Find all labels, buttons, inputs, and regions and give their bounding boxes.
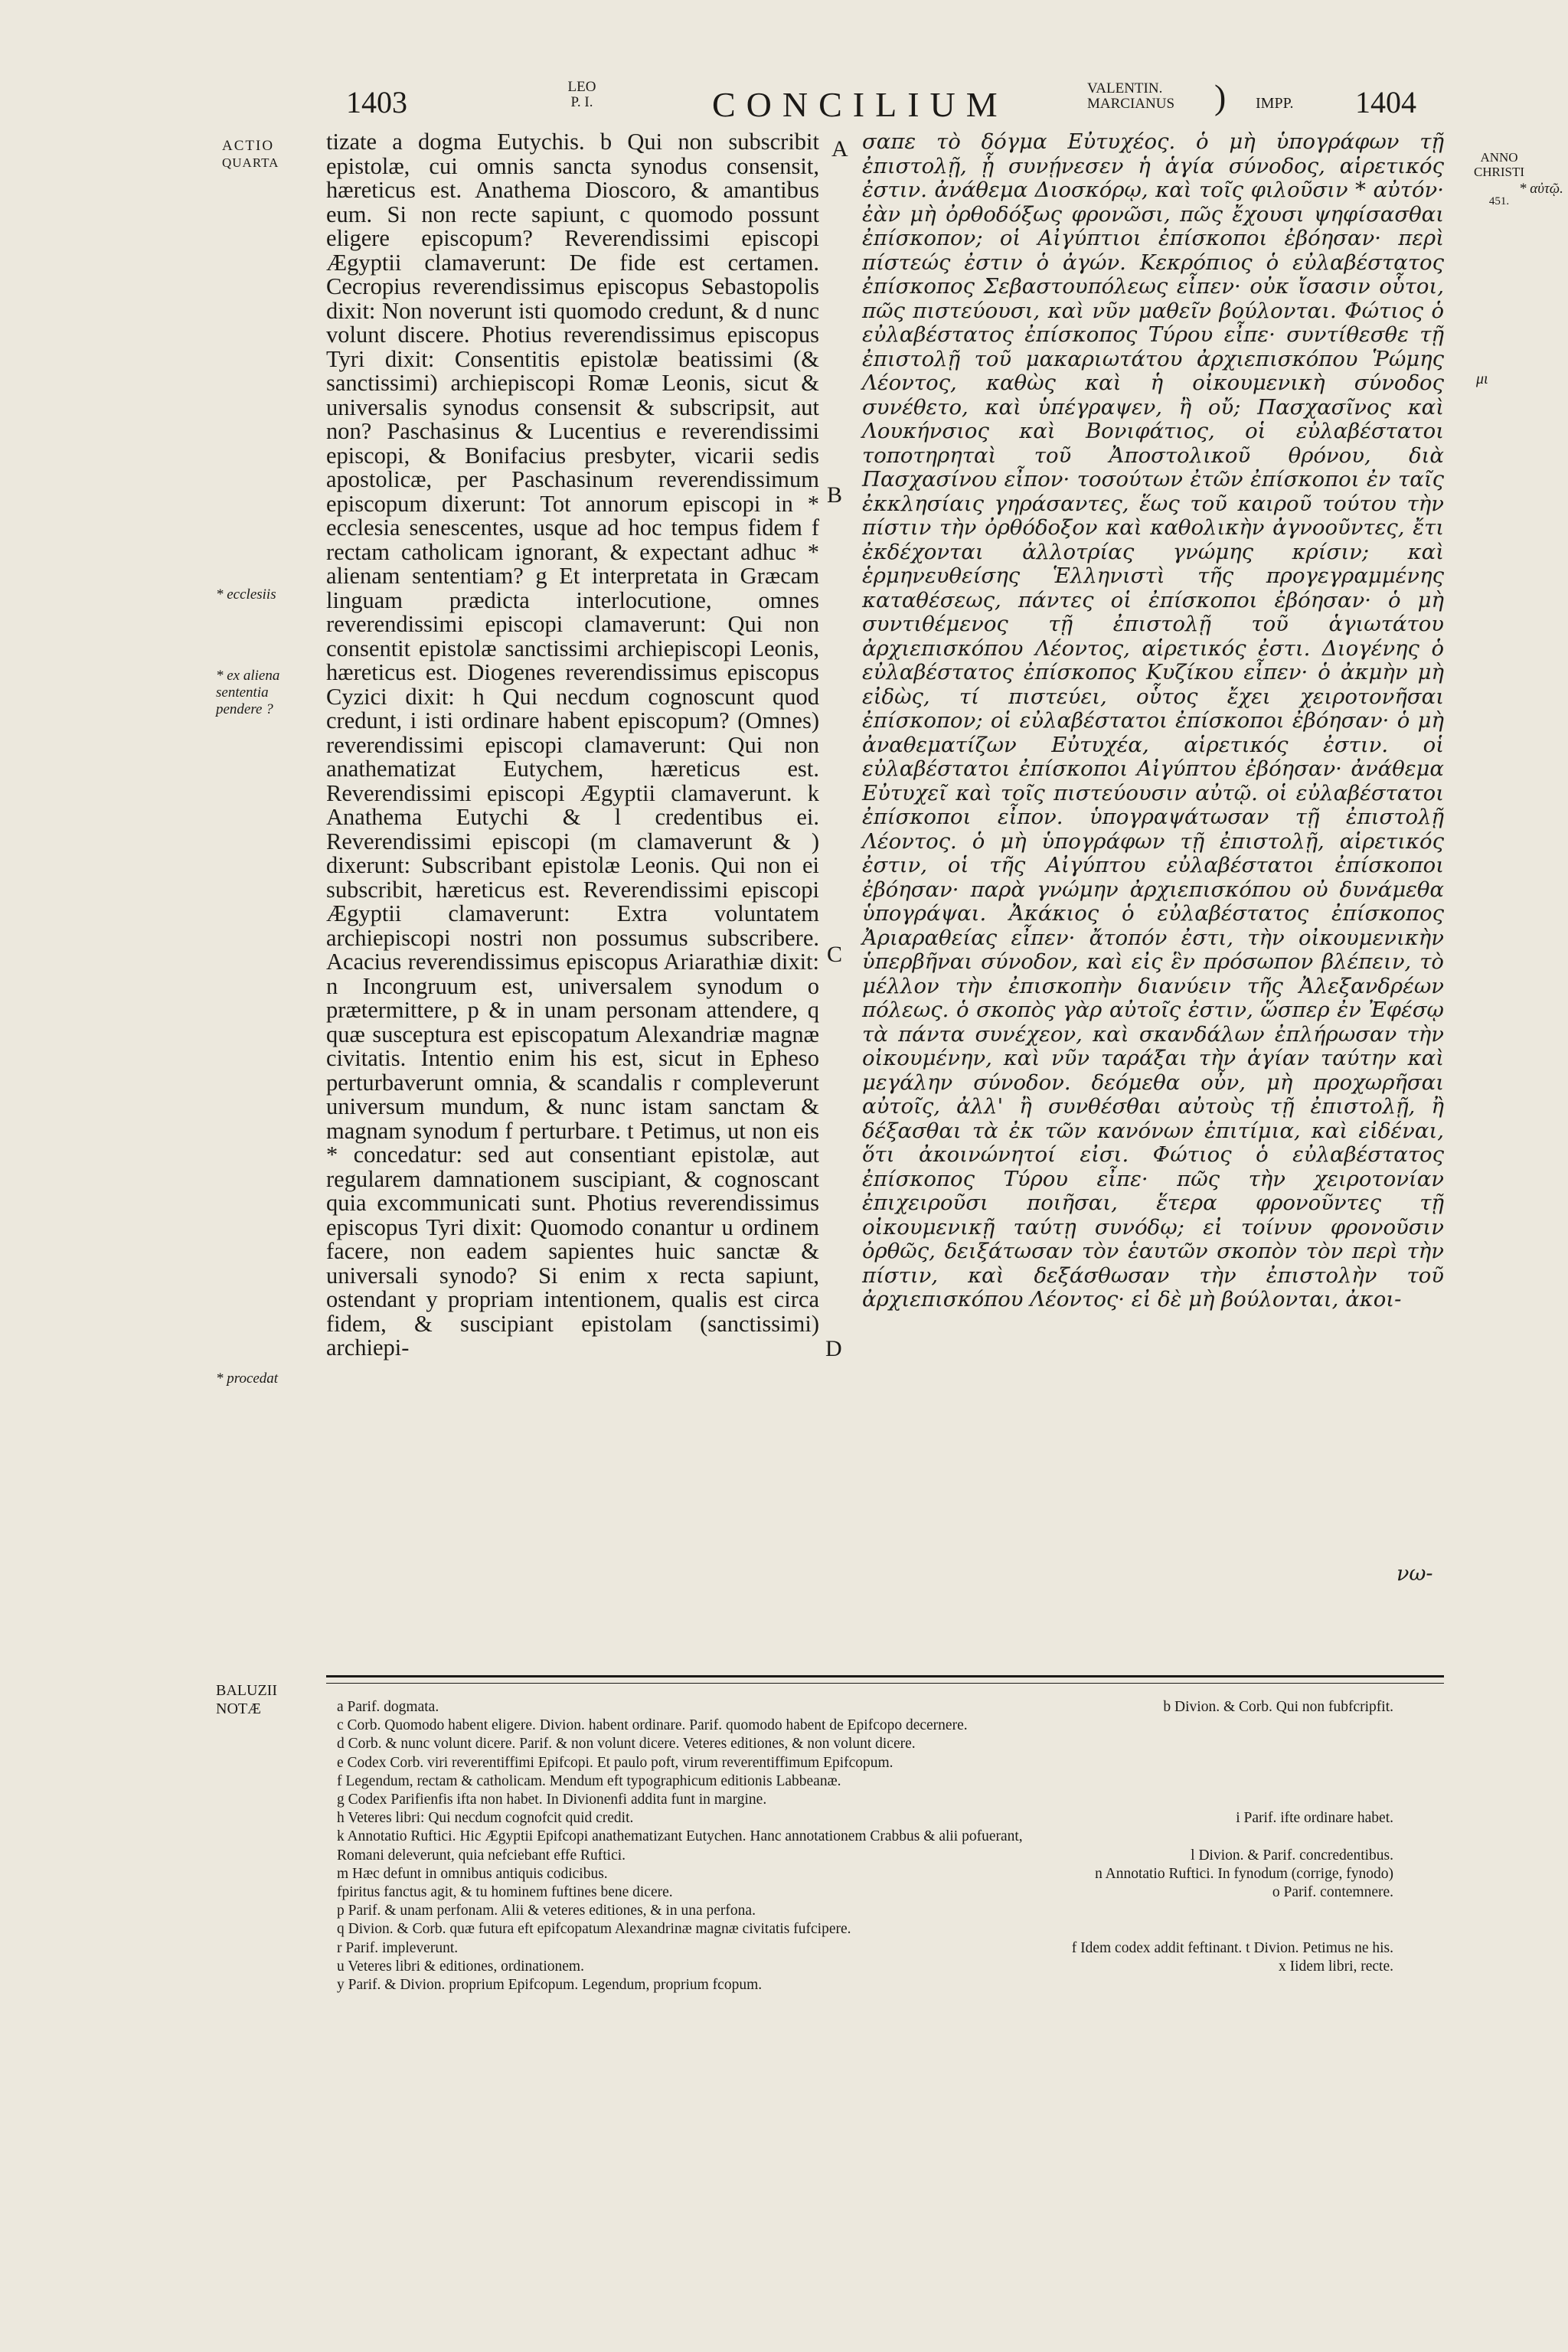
section-letter-b: B	[827, 482, 843, 508]
pope-label: LEO P. I.	[567, 79, 596, 110]
footnotes	[337, 1698, 1439, 1994]
footnote-row: h Veteres libri: Qui necdum cognofcit quid credit. i Parif. ifte ordinare habet.	[337, 1810, 1393, 1827]
footnote-row: fpiritus fanctus agit, & tu hominem fuftines bene dicere. o Parif. contemnere.	[337, 1884, 1393, 1901]
footnote-row: c Corb. Quomodo habent eligere. Divion. habent ordinare. Parif. quomodo habent de Epifcopo decernere.	[337, 1717, 968, 1734]
margin-note-autu: * αὐτῷ.	[1519, 181, 1563, 197]
page-number-left: 1403	[346, 85, 407, 119]
margin-note-mi: μι	[1476, 371, 1488, 387]
greek-text: σαπε τὸ δόγμα Εὐτυχέος. ὁ μὴ ὑπογράφων τῇ ἐπιστολῇ, ᾗ συνῄνεσεν ἡ ἁγία σύνοδος, αἱρετικός ἐστιν. ἀνάθεμα Διοσκόρῳ, καὶ τοῖς φιλοῦσιν * αὐτόν· ἐὰν μὴ ὀρθοδόξως φρονῶσι, πῶς ἔχουσι ψηφίσασθαι ἐπίσκοπον; οἱ Αἰγύπτιοι ἐπίσκοποι ἐβόησαν· περὶ πίστεώς ἐστιν ὁ ἀγών. Κεκρόπιος ὁ εὐλαβέστατος ἐπίσκοπος Σεβαστουπόλεως εἶπεν· οὐκ ἴσασιν οὗτοι, πῶς πιστεύουσι, καὶ νῦν μαθεῖν βούλονται. Φώτιος ὁ εὐλαβέστατος ἐπίσκοπος Τύρου εἶπε· συντίθεσθε τῇ ἐπιστολῇ τοῦ μακαριωτάτου ἀρχιεπισκόπου Ῥώμης Λέοντος, καθὼς καὶ ἡ οἰκουμενικὴ σύνοδος συνέθετο, καὶ ὑπέγραψεν, ἢ οὔ; Πασχασῖνος καὶ Λουκήνσιος καὶ Βονιφάτιος, οἱ εὐλαβέστατοι τοποτηρηταὶ τοῦ Ἀποστολικοῦ θρόνου, διὰ Πασχασίνου εἶπον· τοσούτων ἐτῶν ἐπίσκοποι ἐν ταῖς ἐκκλησίαις γηράσαντες, ἕως τοῦ καιροῦ τούτου τὴν πίστιν τὴν ὀρθόδοξον καὶ καθολικὴν ἀγνοοῦντες, ἔτι ἐκδέχονται ἀλλοτρίας γνώμης κρίσιν; καὶ ἑρμηνευθείσης Ἑλληνιστὶ τῆς προγεγραμμένης καταθέσεως, πάντες οἱ ἐπίσκοποι ἐβόησαν· ὁ μὴ συντιθέμενος τῇ ἐπιστολῇ τοῦ ἁγιωτάτου ἀρχιεπισκόπου Λέοντος, αἱρετικός ἐστι. Διογένης ὁ εὐλαβέστατος ἐπίσκοπος Κυζίκου εἶπεν· ὁ ἀκμὴν μὴ εἰδὼς, τί πιστεύει, οὗτος ἔχει χειροτονῆσαι ἐπίσκοπον; οἱ εὐλαβέστατοι ἐπίσκοποι ἐβόησαν· ὁ μὴ ἀναθεματίζων Εὐτυχέα, αἱρετικός ἐστιν. οἱ εὐλαβέστατοι ἐπίσκοποι Αἰγύπτου ἐβόησαν· ἀνάθεμα Εὐτυχεῖ καὶ τοῖς πιστεύουσιν αὐτῷ. οἱ εὐλαβέστατοι ἐπίσκοποι εἶπον. ὑπογραψάτωσαν τῇ ἐπιστολῇ Λέοντος. ὁ μὴ ὑπογράφων τῇ ἐπιστολῇ, αἱρετικός ἐστιν, οἱ τῆς Αἰγύπτου εὐλαβέστατοι ἐπίσκοποι ἐβόησαν· παρὰ γνώμην ἀρχιεπισκόπου οὐ δυνάμεθα ὑπογράψαι. Ἀκάκιος ὁ εὐλαβέστατος ἐπίσκοπος Ἀριαραθείας εἶπεν· ἄτοπόν ἐστι, τὴν οἰκουμενικὴν ὑπερβῆναι σύνοδον, καὶ εἰς ἓν πρόσωπον βλέπειν, τὸ μέλλον τὴν ἐπισκοπὴν διανύειν τῆς Ἀλεξανδρέων πόλεως. ὁ σκοπὸς γὰρ αὐτοῖς ἐστιν, ὥσπερ ἐν Ἐφέσῳ τὰ πάντα συνέχεον, καὶ σκανδάλων ἐπλήρωσαν τὴν οἰκουμένην, καὶ νῦν ταράξαι τὴν ἁγίαν ταύτην καὶ μεγάλην σύνοδον. δεόμεθα οὖν, μὴ προχωρῆσαι αὐτοῖς, ἀλλ' ἢ συνθέσθαι αὐτοὺς τῇ ἐπιστολῇ, ἢ δέξασθαι τὰ ἐκ τῶν κανόνων ἐπιτίμια, καὶ εἰδέναι, ὅτι ἀκοινώνητοί εἰσι. Φώτιος ὁ εὐλαβέστατος ἐπίσκοπος Τύρου εἶπε· πῶς τὴν χειροτονίαν ἐπιχειροῦσι ποιῆσαι, ἕτερα φρονοῦντες τῇ οἰκουμενικῇ ταύτῃ συνόδῳ; εἰ τοίνυν φρονοῦσιν ὀρθῶς, δειξάτωσαν τὸν ἑαυτῶν σκοπὸν τὸν περὶ τὴν πίστιν, καὶ δεξάσθωσαν τὴν ἐπιστολὴν τοῦ ἀρχιεπισκόπου Λέοντος· εἰ δὲ μὴ βούλονται, ἀκοι-	[862, 129, 1444, 1312]
footnote-row: f Legendum, rectam & catholicam. Mendum eft typographicum editionis Labbeanæ.	[337, 1772, 841, 1789]
footnote-row: p Parif. & unam perfonam. Alii & veteres editiones, & in una perfona.	[337, 1903, 756, 1919]
footnote-row: d Corb. & nunc volunt dicere. Parif. & non volunt dicere. Veteres editiones, & non volunt dicere.	[337, 1736, 916, 1753]
notes-divider-thin	[326, 1683, 1444, 1684]
latin-column	[326, 130, 819, 1361]
footnote-row: a Parif. dogmata. b Divion. & Corb. Qui non fubfcripfit.	[337, 1699, 1393, 1715]
running-header	[0, 77, 1568, 130]
footnote-row: q Divion. & Corb. quæ futura eft epifcopatum Alexandrinæ magnæ civitatis fufcipere.	[337, 1921, 851, 1938]
footnote-row: y Parif. & Divion. proprium Epifcopum. Legendum, proprium fcopum.	[337, 1977, 763, 1994]
margin-baluzii-notae: BALUZII NOTÆ	[216, 1682, 277, 1717]
greek-continuation: νω-	[1396, 1562, 1433, 1586]
footnote-row: Romani deleverunt, quia nefciebant effe Ruftici. l Divion. & Parif. concredentibus.	[337, 1847, 1393, 1864]
emperors-label: VALENTIN. MARCIANUS	[1087, 80, 1175, 112]
footnote-row: e Codex Corb. viri reverentiffimi Epifcopi. Et paulo poft, virum reverentiffimum Epifcopum.	[337, 1754, 893, 1771]
footnote-row: u Veteres libri & editiones, ordinationem. x Iidem libri, recte.	[337, 1958, 1393, 1975]
margin-note-ecclesiis: * ecclesiis	[216, 586, 276, 603]
section-letter-c: C	[827, 942, 843, 967]
footnote-row: g Codex Parifienfis ifta non habet. In Divionenfi addita funt in margine.	[337, 1792, 767, 1808]
impp-label: IMPP.	[1256, 95, 1294, 112]
latin-text: tizate a dogma Eutychis. b Qui non subscribit epistolæ, cui omnis sancta synodus consensit, hæreticus est. Anathema Dioscoro, & amantibus eum. Si non recte sapiunt, c quomodo possunt eligere episcopum? Reverendissimi episcopi Ægyptii clamaverunt: De fide est certamen. Cecropius reverendissimus episcopus Sebastopolis dixit: Non noverunt isti quomodo credunt, & d nunc volunt discere. Photius reverendissimus episcopus Tyri dixit: Consentitis epistolæ beatissimi (& sanctissimi) archiepiscopi Romæ Leonis, sicut & universalis synodus consensit & subscripsit, aut non? Paschasinus & Lucentius e reverendissimi episcopi, & Bonifacius presbyter, vicarii sedis apostolicæ, per Paschasinum reverendissimum episcopum dixerunt: Tot annorum episcopi in * ecclesia senescentes, usque ad hoc tempus fidem f rectam catholicam ignorant, & expectant adhuc * alienam sententiam? g Et interpretata in Græcam linguam prædicta interlocutione, omnes reverendissimi episcopi clamaverunt: Qui non consentit epistolæ sanctissimi archiepiscopi Leonis, hæreticus est. Diogenes reverendissimus episcopus Cyzici dixit: h Qui necdum cognoscunt quod credunt, i isti ordinare habent episcopum? (Omnes) reverendissimi episcopi clamaverunt: Qui non anathematizat Eutychem, hæreticus est. Reverendissimi episcopi Ægyptii clamaverunt. k Anathema Eutychi & l credentibus ei. Reverendissimi episcopi (m clamaverunt & ) dixerunt: Subscribant epistolæ Leonis. Qui non ei subscribit, hæreticus est. Reverendissimi episcopi Ægyptii clamaverunt: Extra voluntatem archiepiscopi nostri non possumus subscribere. Acacius reverendissimus episcopus Ariarathiæ dixit: n Incongruum est, universalem synodum o prætermittere, p & in unam personam attendere, q quæ suscepturа est episcopatum Alexandriæ magnæ civitatis. Intentio enim his est, sicut in Ephesо perturbaverunt omnia, & scandalis r compleverunt universum mundum, & nunc istam sanctam & magnam synodum f perturbare. t Petimus, ut non eis * concedatur: sed aut consentiant epistolæ, aut regularem damnationem suscipiant, & cognoscant quia excommunicati sunt. Photius reverendissimus episcopus Tyri dixit: Quomodo conantur u ordinem facere, non eadem sapientes huic sanctæ & universali synodo? Si enim x recta sapiunt, ostendant y propriam intentionem, qualis est circa fidem, & suscipiant epistolam (sanctissimi) archiepi-	[326, 129, 819, 1361]
footnote-row: m Hæc defunt in omnibus antiquis codicibus. n Annotatio Ruftici. In fynodum (corrige, fynodo)	[337, 1865, 1393, 1882]
margin-actio: ACTIO QUARTA	[222, 138, 279, 170]
footnote-row: r Parif. impleverunt. f Idem codex addit feftinant. t Divion. Petimus ne his.	[337, 1939, 1393, 1956]
margin-note-ex-aliena: * ex aliena sententia pendere ?	[216, 668, 280, 717]
section-letter-a: A	[831, 136, 848, 162]
footnote-row: k Annotatio Ruftici. Hic Ægyptii Epifcopi anathematizant Eutychen. Hanc annotationem Crabbus & alii pofuerant,	[337, 1828, 1023, 1845]
running-title: CONCILIUM	[712, 85, 1008, 124]
section-letter-d: D	[825, 1336, 842, 1361]
greek-column	[862, 130, 1444, 1312]
margin-note-procedat: * procedat	[216, 1370, 279, 1387]
page-number-right: 1404	[1355, 85, 1416, 119]
margin-anno-christi: ANNO CHRISTI 451.	[1473, 150, 1525, 207]
notes-divider	[326, 1675, 1444, 1677]
header-brace: )	[1214, 77, 1227, 116]
